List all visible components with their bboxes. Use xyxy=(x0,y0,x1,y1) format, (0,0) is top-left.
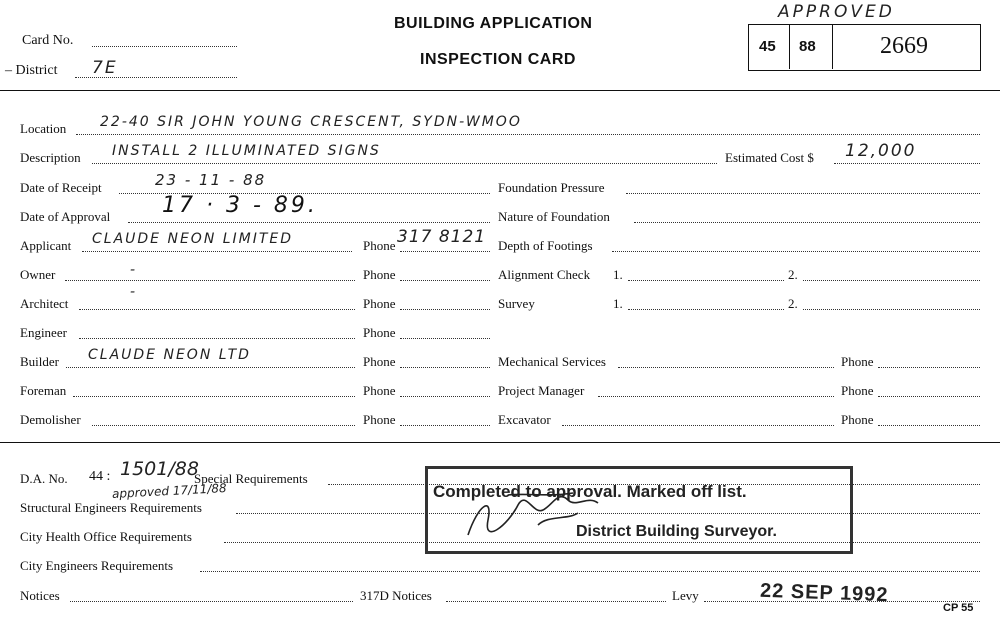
builder-phone-label: Phone xyxy=(363,354,396,369)
mechanical-field[interactable] xyxy=(618,367,834,368)
builder-value: CLAUDE NEON LTD xyxy=(88,347,251,363)
city-engineers-field[interactable] xyxy=(200,571,980,572)
nature-foundation-field[interactable] xyxy=(634,222,980,223)
applicant-phone-field[interactable] xyxy=(400,251,490,252)
date-receipt-value: 23 - 11 - 88 xyxy=(155,171,267,189)
engineer-phone-field[interactable] xyxy=(400,338,490,339)
district-label: – District xyxy=(5,63,58,78)
depth-footings-label: Depth of Footings xyxy=(498,238,593,253)
engineer-label: Engineer xyxy=(20,325,67,340)
top-rule xyxy=(0,90,1000,91)
foundation-pressure-label: Foundation Pressure xyxy=(498,180,605,195)
city-engineers-label: City Engineers Requirements xyxy=(20,558,174,573)
depth-footings-field[interactable] xyxy=(612,251,980,252)
description-field[interactable] xyxy=(92,163,717,164)
applicant-label: Applicant xyxy=(20,238,72,253)
project-manager-field[interactable] xyxy=(598,396,834,397)
notices-317d-field[interactable] xyxy=(446,601,666,602)
approved-note: approved 17/11/88 xyxy=(111,481,227,501)
applicant-value: CLAUDE NEON LIMITED xyxy=(92,231,294,247)
architect-phone-field[interactable] xyxy=(400,309,490,310)
excavator-label: Excavator xyxy=(498,412,551,427)
excavator-phone-label: Phone xyxy=(841,412,874,427)
da-value: 1501/88 xyxy=(120,458,199,480)
survey-num-1: 1. xyxy=(613,296,623,311)
middle-rule xyxy=(0,442,1000,443)
location-field[interactable] xyxy=(76,134,980,135)
foreman-field[interactable] xyxy=(73,396,355,397)
foreman-phone-label: Phone xyxy=(363,383,396,398)
demolisher-phone-label: Phone xyxy=(363,412,396,427)
approved-handwritten: APPROVED xyxy=(778,2,895,22)
date-receipt-label: Date of Receipt xyxy=(20,180,102,195)
project-manager-phone-field[interactable] xyxy=(878,396,980,397)
district-label-text: District xyxy=(15,63,58,78)
description-value: INSTALL 2 ILLUMINATED SIGNS xyxy=(112,143,381,159)
title-line-2: INSPECTION CARD xyxy=(420,51,576,68)
location-label: Location xyxy=(20,121,67,136)
special-requirements-label: Special Requirements xyxy=(194,471,308,486)
box-number-1: 45 xyxy=(759,38,776,55)
notices-317d-label: 317D Notices xyxy=(360,588,432,603)
form-code: CP 55 xyxy=(943,602,974,614)
survey-field-2[interactable] xyxy=(803,309,980,310)
nature-foundation-label: Nature of Foundation xyxy=(498,209,610,224)
health-label: City Health Office Requirements xyxy=(20,529,192,544)
foundation-pressure-field[interactable] xyxy=(626,193,980,194)
estimated-cost-value: 12,000 xyxy=(845,141,917,161)
alignment-check-label: Alignment Check xyxy=(498,267,591,282)
excavator-field[interactable] xyxy=(562,425,834,426)
da-prefix: 44 : xyxy=(89,469,111,484)
da-no-label: D.A. No. xyxy=(20,471,68,486)
excavator-phone-field[interactable] xyxy=(878,425,980,426)
card-no-label: Card No. xyxy=(22,33,74,48)
builder-phone-field[interactable] xyxy=(400,367,490,368)
box-number-3: 2669 xyxy=(880,33,928,59)
owner-label: Owner xyxy=(20,267,56,282)
location-value: 22-40 SIR JOHN YOUNG CRESCENT, SYDN-WMOO xyxy=(100,114,522,130)
description-label: Description xyxy=(20,150,81,165)
owner-field[interactable] xyxy=(65,280,355,281)
box-divider-1 xyxy=(789,24,790,69)
demolisher-phone-field[interactable] xyxy=(400,425,490,426)
date-stamp: 22 SEP 1992 xyxy=(759,579,889,607)
card-no-field[interactable] xyxy=(92,46,237,47)
mechanical-phone-label: Phone xyxy=(841,354,874,369)
applicant-phone-value: 317 8121 xyxy=(397,227,487,247)
project-manager-phone-label: Phone xyxy=(841,383,874,398)
engineer-phone-label: Phone xyxy=(363,325,396,340)
architect-label: Architect xyxy=(20,296,69,311)
alignment-num-2: 2. xyxy=(788,267,798,282)
title-line-1: BUILDING APPLICATION xyxy=(394,15,593,32)
structural-label: Structural Engineers Requirements xyxy=(20,500,202,515)
notices-field[interactable] xyxy=(70,601,353,602)
architect-value: - xyxy=(130,284,138,300)
estimated-cost-field[interactable] xyxy=(834,163,980,164)
box-number-2: 88 xyxy=(799,38,816,55)
architect-field[interactable] xyxy=(79,309,355,310)
date-approval-value: 17 · 3 - 89. xyxy=(162,193,318,218)
builder-label: Builder xyxy=(20,354,59,369)
alignment-field-1[interactable] xyxy=(628,280,784,281)
estimated-cost-label: Estimated Cost $ xyxy=(725,150,814,165)
reference-box xyxy=(748,24,981,71)
stamp-line-1: Completed to approval. Marked off list. xyxy=(433,482,747,501)
foreman-label: Foreman xyxy=(20,383,67,398)
demolisher-label: Demolisher xyxy=(20,412,81,427)
applicant-field[interactable] xyxy=(82,251,352,252)
project-manager-label: Project Manager xyxy=(498,383,585,398)
survey-label: Survey xyxy=(498,296,535,311)
completion-stamp xyxy=(425,466,853,554)
mechanical-label: Mechanical Services xyxy=(498,354,606,369)
survey-num-2: 2. xyxy=(788,296,798,311)
stamp-line-2: District Building Surveyor. xyxy=(576,523,777,540)
date-approval-label: Date of Approval xyxy=(20,209,111,224)
owner-phone-label: Phone xyxy=(363,267,396,282)
builder-field[interactable] xyxy=(66,367,355,368)
owner-value: - xyxy=(130,262,138,278)
owner-phone-field[interactable] xyxy=(400,280,490,281)
survey-field-1[interactable] xyxy=(628,309,784,310)
mechanical-phone-field[interactable] xyxy=(878,367,980,368)
foreman-phone-field[interactable] xyxy=(400,396,490,397)
alignment-field-2[interactable] xyxy=(803,280,980,281)
notices-label: Notices xyxy=(20,588,60,603)
architect-phone-label: Phone xyxy=(363,296,396,311)
levy-label: Levy xyxy=(672,588,699,603)
signature-icon xyxy=(448,475,628,545)
demolisher-field[interactable] xyxy=(92,425,355,426)
district-value: 7E xyxy=(92,58,118,78)
applicant-phone-label: Phone xyxy=(363,238,396,253)
alignment-num-1: 1. xyxy=(613,267,623,282)
date-approval-field[interactable] xyxy=(128,222,490,223)
box-divider-2 xyxy=(832,24,833,69)
engineer-field[interactable] xyxy=(79,338,355,339)
